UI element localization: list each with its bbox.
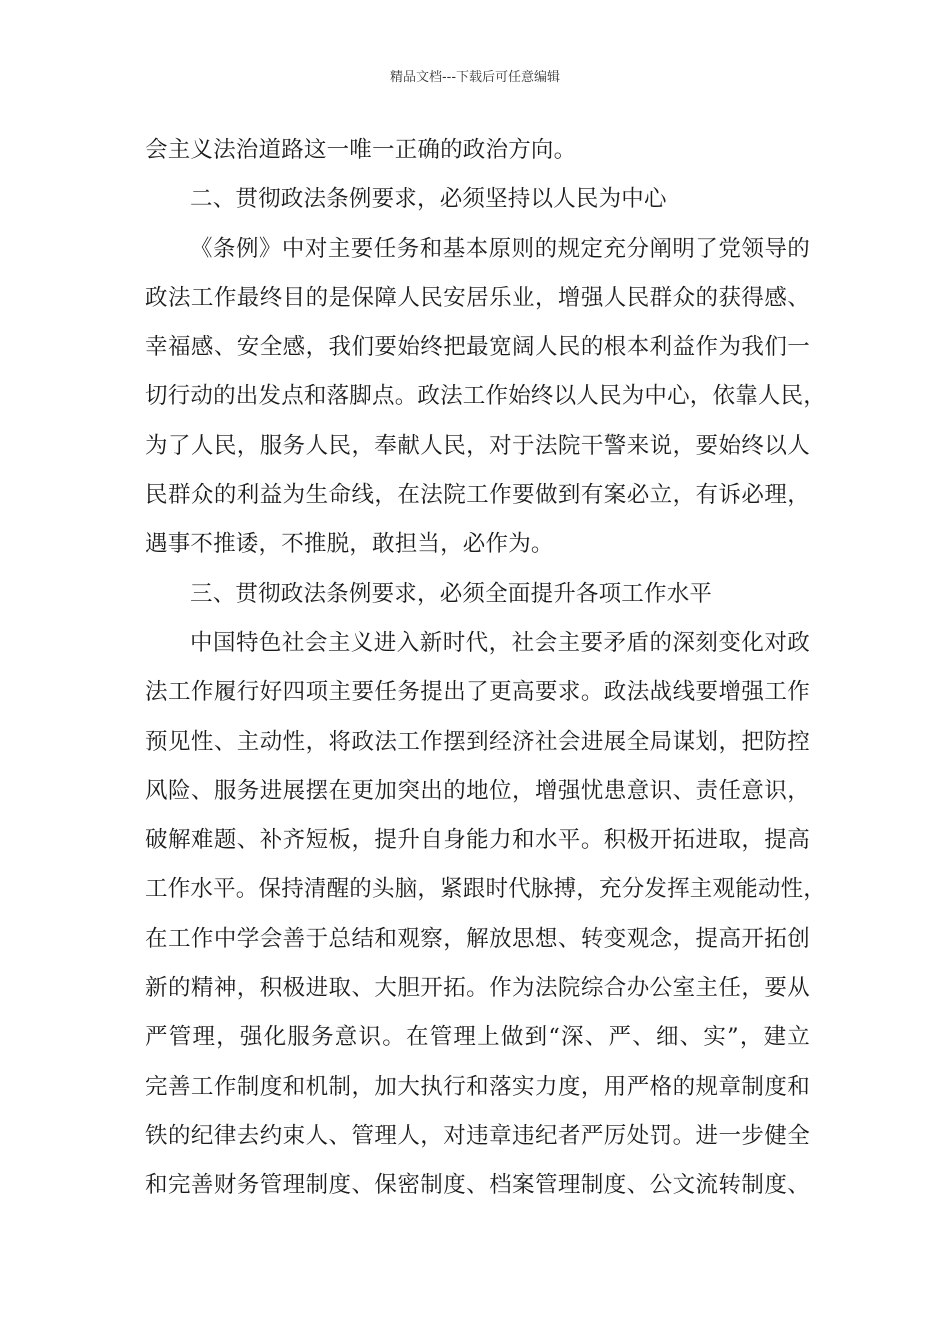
page-header: 精品文档---下载后可任意编辑	[389, 70, 561, 85]
text-line: 民群众的利益为生命线，在法院工作要做到有案必立，有诉必理，	[145, 482, 810, 509]
document-body	[145, 126, 827, 1211]
text-line: 二、贯彻政法条例要求，必须坚持以人民为中心	[190, 186, 667, 213]
text-line: 会主义法治道路这一唯一正确的政治方向。	[145, 137, 577, 163]
text-line: 中国特色社会主义进入新时代，社会主要矛盾的深刻变化对政	[190, 629, 810, 656]
text-line: 风险、服务进展摆在更加突出的地位，增强忧患意识、责任意识，	[145, 777, 810, 804]
text-line: 《条例》中对主要任务和基本原则的规定充分阐明了党领导的	[190, 235, 810, 262]
text-line: 和完善财务管理制度、保密制度、档案管理制度、公文流转制度、	[145, 1172, 810, 1199]
text-line: 在工作中学会善于总结和观察，解放思想、转变观念，提高开拓创	[145, 925, 810, 952]
text-line: 严管理，强化服务意识。在管理上做到“深、严、细、实”，建立	[145, 1024, 810, 1051]
text-line: 预见性、主动性，将政法工作摆到经济社会进展全局谋划，把防控	[145, 728, 810, 755]
text-line: 新的精神，积极进取、大胆开拓。作为法院综合办公室主任，要从	[145, 975, 810, 1002]
text-line: 遇事不推诿，不推脱，敢担当，必作为。	[145, 531, 554, 558]
text-line: 切行动的出发点和落脚点。政法工作始终以人民为中心，依靠人民，	[145, 383, 827, 410]
text-line: 铁的纪律去约束人、管理人，对违章违纪者严厉处罚。进一步健全	[145, 1122, 810, 1149]
text-line: 三、贯彻政法条例要求，必须全面提升各项工作水平	[190, 580, 713, 607]
text-line: 法工作履行好四项主要任务提出了更高要求。政法战线要增强工作	[145, 679, 810, 706]
text-line: 工作水平。保持清醒的头脑，紧跟时代脉搏，充分发挥主观能动性，	[145, 876, 827, 903]
text-line: 幸福感、安全感，我们要始终把最宽阔人民的根本利益作为我们一	[145, 334, 810, 361]
text-line: 破解难题、补齐短板，提升自身能力和水平。积极开拓进取，提高	[145, 827, 810, 854]
text-line: 政法工作最终目的是保障人民安居乐业，增强人民群众的获得感、	[145, 284, 810, 311]
text-line: 完善工作制度和机制，加大执行和落实力度，用严格的规章制度和	[145, 1073, 810, 1100]
text-line: 为了人民，服务人民，奉献人民，对于法院干警来说，要始终以人	[145, 432, 810, 459]
